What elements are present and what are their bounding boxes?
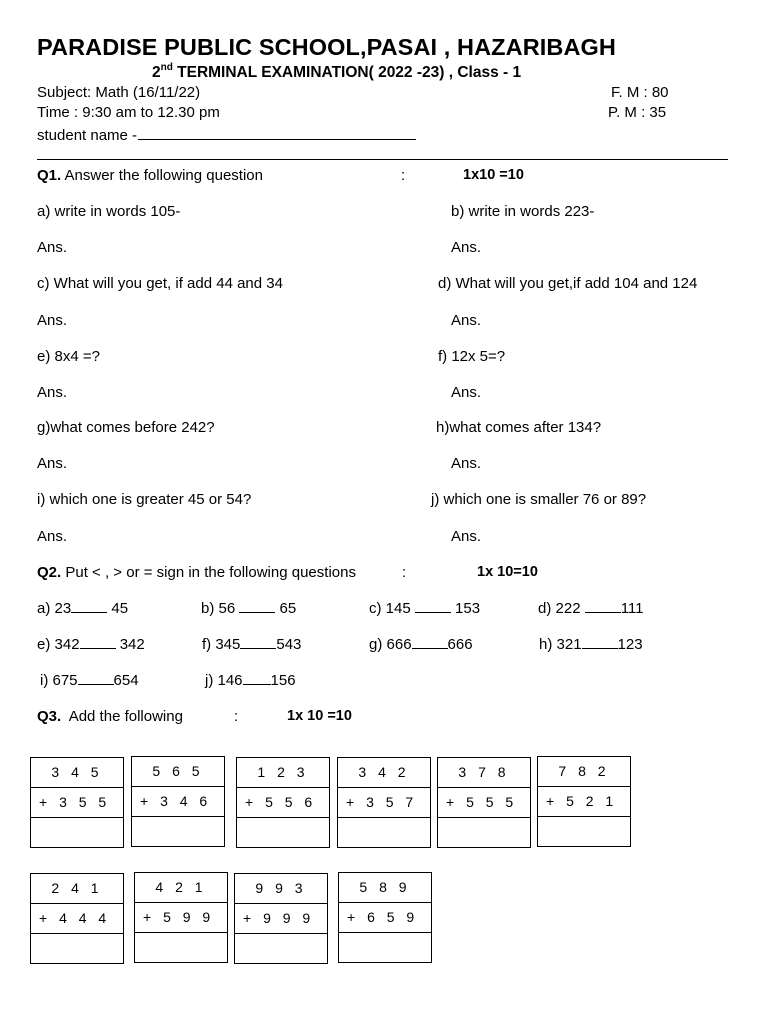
q2-item-i-left: i) 675 [40, 672, 78, 689]
answer-cell[interactable] [135, 933, 227, 962]
addend-bottom: + 3 4 6 [132, 787, 224, 817]
addition-box-2 [131, 756, 225, 847]
q2-item-a-right: 45 [107, 600, 129, 617]
q2-item-g-blank[interactable] [412, 636, 448, 649]
q1-ans-c[interactable]: Ans. [37, 312, 68, 329]
addend-top: 4 2 1 [135, 873, 227, 903]
q1-ans-e[interactable]: Ans. [37, 384, 68, 401]
q2-item-d-left: d) 222 [538, 600, 585, 617]
subject-line: Subject: Math (16/11/22) [37, 84, 201, 101]
q1-item-f: f) 12x 5=? [438, 348, 506, 365]
addend-bottom: + 5 5 6 [237, 788, 329, 818]
addend-top: 5 6 5 [132, 757, 224, 787]
q3-colon: : [234, 708, 239, 725]
addition-box-4 [337, 757, 431, 848]
time-line: Time : 9:30 am to 12.30 pm [37, 104, 220, 121]
exam-title-number: 2 [152, 64, 161, 82]
pass-marks: P. M : 35 [608, 104, 667, 121]
addition-box-1 [30, 757, 124, 848]
answer-cell[interactable] [338, 818, 430, 847]
addend-bottom: + 4 4 4 [31, 904, 123, 934]
answer-cell[interactable] [31, 934, 123, 963]
addend-bottom: + 6 5 9 [339, 903, 431, 933]
q2-item-b-blank[interactable] [239, 600, 275, 613]
q1-item-e: e) 8x4 =? [37, 348, 100, 365]
q2-text: Put < , > or = sign in the following questions [65, 564, 356, 581]
student-name-blank[interactable] [138, 125, 416, 140]
q2-item-j [205, 672, 296, 689]
q2-item-h-right: 123 [617, 636, 643, 653]
q2-item-b-right: 65 [275, 600, 297, 617]
q2-item-f-blank[interactable] [240, 636, 276, 649]
exam-title-superscript: nd [160, 62, 173, 73]
addend-top: 5 8 9 [339, 873, 431, 903]
answer-cell[interactable] [538, 817, 630, 846]
q1-ans-b[interactable]: Ans. [451, 239, 482, 256]
q1-ans-a[interactable]: Ans. [37, 239, 68, 256]
q2-item-b [201, 600, 296, 617]
q2-item-j-blank[interactable] [243, 672, 271, 685]
q2-item-c [369, 600, 480, 617]
addend-top: 9 9 3 [235, 874, 327, 904]
q2-heading [37, 564, 356, 581]
addend-top: 3 4 5 [31, 758, 123, 788]
q2-item-e-left: e) 342 [37, 636, 80, 653]
addend-bottom: + 5 5 5 [438, 788, 530, 818]
addition-box-5 [437, 757, 531, 848]
q3-marks: 1x 10 =10 [287, 708, 352, 724]
q1-item-c: c) What will you get, if add 44 and 34 [37, 275, 283, 292]
addend-top: 3 4 2 [338, 758, 430, 788]
q1-item-i: i) which one is greater 45 or 54? [37, 491, 252, 508]
addend-bottom: + 5 9 9 [135, 903, 227, 933]
q2-marks: 1x 10=10 [477, 564, 538, 580]
q2-item-f-right: 543 [276, 636, 302, 653]
q1-ans-j[interactable]: Ans. [451, 528, 482, 545]
q2-item-j-left: j) 146 [205, 672, 243, 689]
exam-title [152, 63, 521, 82]
q3-heading [37, 708, 183, 725]
q3-label: Q3. [37, 708, 62, 725]
addend-bottom: + 5 2 1 [538, 787, 630, 817]
q2-item-g [369, 636, 473, 653]
q1-ans-d[interactable]: Ans. [451, 312, 482, 329]
q2-item-e [37, 636, 145, 653]
answer-cell[interactable] [235, 934, 327, 963]
q2-item-c-blank[interactable] [415, 600, 451, 613]
addend-bottom: + 3 5 7 [338, 788, 430, 818]
q1-ans-h[interactable]: Ans. [451, 455, 482, 472]
addition-box-6 [537, 756, 631, 847]
addition-box-9 [234, 873, 328, 964]
answer-cell[interactable] [132, 817, 224, 846]
q2-item-e-blank[interactable] [80, 636, 116, 649]
q1-item-b: b) write in words 223- [451, 203, 595, 220]
answer-cell[interactable] [438, 818, 530, 847]
q2-item-a-left: a) 23 [37, 600, 72, 617]
addition-box-8 [134, 872, 228, 963]
answer-cell[interactable] [237, 818, 329, 847]
addend-bottom: + 3 5 5 [31, 788, 123, 818]
addend-top: 3 7 8 [438, 758, 530, 788]
q2-item-d-blank[interactable] [585, 600, 621, 613]
q2-colon: : [402, 564, 407, 581]
q2-item-j-right: 156 [270, 672, 296, 689]
q2-item-e-right: 342 [115, 636, 145, 653]
addend-bottom: + 9 9 9 [235, 904, 327, 934]
q2-item-d-right: 111 [620, 600, 644, 617]
q2-item-a [37, 600, 128, 617]
addition-box-7 [30, 873, 124, 964]
full-marks: F. M : 80 [611, 84, 669, 101]
addend-top: 2 4 1 [31, 874, 123, 904]
q1-item-j: j) which one is smaller 76 or 89? [431, 491, 647, 508]
addition-box-3 [236, 757, 330, 848]
q1-label: Q1. [37, 167, 62, 184]
q1-item-a: a) write in words 105- [37, 203, 181, 220]
q3-text: Add the following [68, 708, 183, 725]
exam-title-rest: TERMINAL EXAMINATION( 2022 -23) , Class - 1 [172, 64, 522, 82]
q2-item-i-right: 654 [113, 672, 139, 689]
q2-label: Q2. [37, 564, 62, 581]
q2-item-h-blank[interactable] [582, 636, 618, 649]
q1-item-g: g)what comes before 242? [37, 419, 215, 436]
q1-text: Answer the following question [64, 167, 263, 184]
q1-item-d: d) What will you get,if add 104 and 124 [438, 275, 698, 292]
q2-item-h-left: h) 321 [539, 636, 582, 653]
q2-item-c-left: c) 145 [369, 600, 415, 617]
addend-top: 1 2 3 [237, 758, 329, 788]
q2-item-g-left: g) 666 [369, 636, 412, 653]
q2-item-d [538, 600, 644, 617]
student-name-row [37, 125, 416, 144]
q2-item-h [539, 636, 643, 653]
q2-item-b-left: b) 56 [201, 600, 240, 617]
addition-box-10 [338, 872, 432, 963]
q2-item-i-blank[interactable] [78, 672, 114, 685]
school-title: PARADISE PUBLIC SCHOOL,PASAI , HAZARIBAGH [37, 34, 617, 60]
q1-item-h: h)what comes after 134? [436, 419, 602, 436]
student-name-label: student name - [37, 127, 138, 144]
answer-cell[interactable] [31, 818, 123, 847]
q1-ans-i[interactable]: Ans. [37, 528, 68, 545]
addend-top: 7 8 2 [538, 757, 630, 787]
q1-colon: : [401, 167, 406, 184]
q1-heading [37, 167, 263, 184]
q1-ans-g[interactable]: Ans. [37, 455, 68, 472]
q2-item-a-blank[interactable] [71, 600, 107, 613]
q2-item-g-right: 666 [447, 636, 473, 653]
q2-item-f [202, 636, 301, 653]
q2-item-c-right: 153 [450, 600, 481, 617]
answer-cell[interactable] [339, 933, 431, 962]
header-divider [37, 159, 728, 160]
q2-item-i [40, 672, 139, 689]
q1-marks: 1x10 =10 [463, 167, 524, 183]
q1-ans-f[interactable]: Ans. [451, 384, 482, 401]
q2-item-f-left: f) 345 [202, 636, 241, 653]
